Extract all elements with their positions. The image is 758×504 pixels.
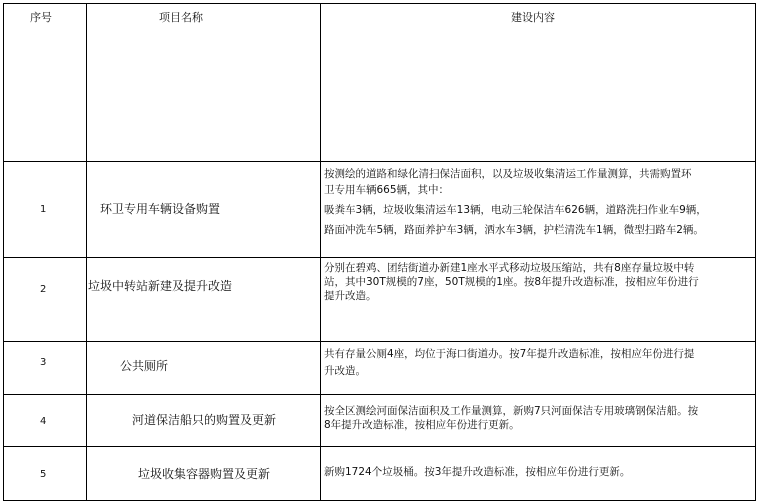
row-3-no: 3: [40, 357, 47, 368]
row-divider: [3, 394, 756, 395]
table-border-left: [3, 3, 4, 501]
content-line: 共有存量公厕4座，均位于海口街道办。按7年提升改造标准，按相应年份进行提: [324, 348, 695, 360]
content-line: 新购1724个垃圾桶。按3年提升改造标准，按相应年份进行更新。: [324, 466, 631, 478]
content-line: 吸粪车3辆，垃圾收集清运车13辆，电动三轮保洁车626辆，道路洗扫作业车9辆，: [324, 204, 707, 216]
row-divider: [3, 446, 756, 447]
content-line: 提升改造。: [324, 290, 377, 302]
row-5-name: 垃圾收集容器购置及更新: [138, 467, 271, 481]
table-border-top: [3, 3, 756, 4]
row-divider: [3, 257, 756, 258]
row-1-no: 1: [40, 204, 47, 215]
header-content: 建设内容: [511, 11, 555, 24]
content-line: 升改造。: [324, 365, 366, 377]
content-line: 按全区测绘河面保洁面积及工作量测算，新购7只河面保洁专用玻璃钢保洁船。按: [324, 405, 699, 417]
row-4-name: 河道保洁船只的购置及更新: [132, 413, 277, 427]
row-3-content: [324, 346, 694, 380]
row-5-content: [324, 465, 630, 481]
row-2-content: [324, 261, 699, 303]
row-2-name: 垃圾中转站新建及提升改造: [88, 279, 233, 293]
row-1-name: 环卫专用车辆设备购置: [100, 202, 221, 216]
content-line: 按测绘的道路和绿化清扫保洁面积，以及垃圾收集清运工作量测算，共需购置环: [324, 168, 692, 180]
table-border-right: [755, 3, 756, 501]
row-3-name: 公共厕所: [120, 359, 169, 373]
content-line: 分别在碧鸡、团结街道办新建1座水平式移动垃圾压缩站，共有8座存量垃圾中转: [324, 262, 695, 274]
row-5-no: 5: [40, 469, 47, 480]
content-line: 站，其中30T规模的7座，50T规模的1座。按8年提升改造标准，按相应年份进行: [324, 276, 699, 288]
header-no: 序号: [30, 11, 52, 24]
header-name: 项目名称: [159, 11, 203, 24]
row-divider: [3, 341, 756, 342]
content-line: 8年提升改造标准，按相应年份进行更新。: [324, 419, 520, 431]
table-border-bottom: [3, 500, 756, 501]
column-divider: [320, 3, 321, 501]
row-divider: [3, 161, 756, 162]
row-2-no: 2: [40, 284, 47, 295]
row-1-content: [324, 167, 707, 238]
content-line: 路面冲洗车5辆，路面养护车3辆，洒水车3辆，护栏清洗车1辆，微型扫路车2辆。: [324, 223, 704, 236]
row-4-content: [324, 404, 698, 432]
content-line: 卫专用车辆665辆，其中：: [324, 183, 450, 196]
column-divider: [86, 3, 87, 501]
row-4-no: 4: [40, 416, 47, 427]
